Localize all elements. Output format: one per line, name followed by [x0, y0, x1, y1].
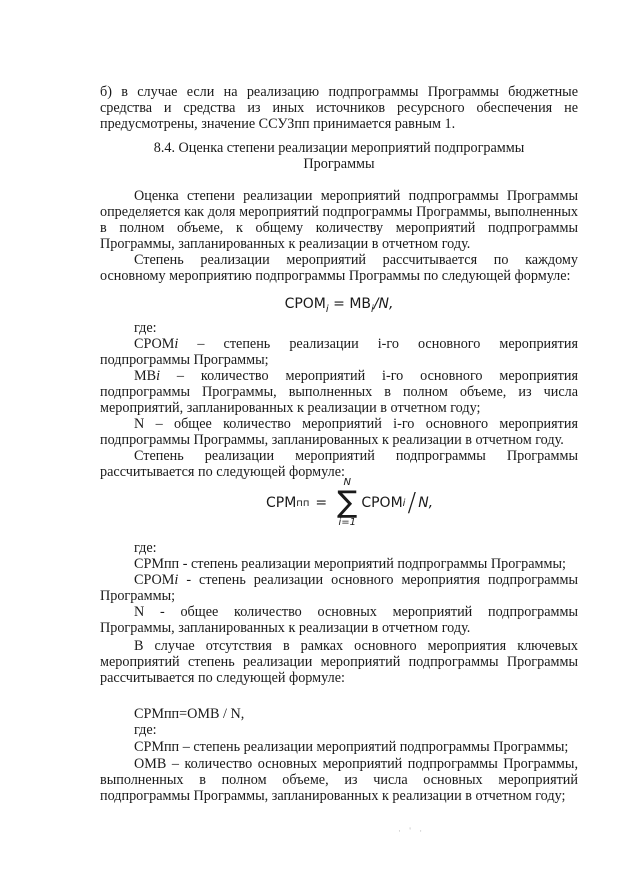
formula-srom: $СРОМ_i = МВ_i/N$,: [284, 296, 394, 315]
section-title-line2: Программы: [303, 156, 375, 172]
where-label-1: где:: [134, 320, 157, 336]
definition3-srm: СРМпп – степень реализации мероприятий подпрограммы Программы;: [134, 739, 569, 755]
section-title-line1: 8.4. Оценка степени реализации мероприятий подпрограммы: [153, 140, 525, 156]
where-label-2: где:: [134, 540, 157, 556]
definition-mv: МВi – количество мероприятий i-го основного мероприятия подпрограммы Программы, выполненных в полном объеме, из числа мероприятий, запланированных к реализации в отчетном году;: [100, 368, 578, 416]
definition-n: N – общее количество мероприятий i-го основного мероприятия подпрограммы Программы, запланированных к реализации в отчетном году.: [100, 416, 578, 448]
paragraph-b-line3: предусмотрены, значение ССУЗпп принимается равным 1.: [100, 116, 456, 132]
paragraph-b-line2: средства и средства из иных источников ресурсного обеспечения не: [100, 100, 578, 116]
definition2-srom: СРОМi - степень реализации основного мероприятия подпрограммы Программы;: [100, 572, 578, 604]
paragraph-b-line1: б) в случае если на реализацию подпрограммы Программы бюджетные: [100, 84, 578, 100]
definition2-srm: СРМпп - степень реализации мероприятий подпрограммы Программы;: [134, 556, 566, 572]
definition-srom: СРОМi – степень реализации i-го основного мероприятия подпрограммы Программы;: [100, 336, 578, 368]
where-label-3: где:: [134, 722, 157, 738]
sum-sigma: N ∑ i=1: [337, 477, 358, 528]
intro-paragraph: Оценка степени реализации мероприятий подпрограммы Программы определяется как доля мероприятий подпрограммы Программы, выполненных в полном объеме, к общему количеству мероприятий подпрограммы Программы, запланированных к реализации в отчетном году.: [100, 188, 578, 252]
srm-intro-paragraph: Степень реализации мероприятий подпрограммы Программы рассчитывается по следующей формуле:: [100, 448, 578, 480]
scan-speckle: · ' ·: [398, 826, 426, 836]
definition2-n: N - общее количество основных мероприятий подпрограммы Программы, запланированных к реализации в отчетном году.: [100, 604, 578, 636]
formula-srm-sum: СРМ пп = N ∑ i=1 СРОМ i / N,: [266, 477, 434, 528]
step-intro-paragraph: Степень реализации мероприятий рассчитывается по каждому основному мероприятию подпрограммы Программы по следующей формуле:: [100, 252, 578, 284]
absence-paragraph: В случае отсутствия в рамках основного мероприятия ключевых мероприятий степень реализации мероприятий подпрограммы Программы рассчитывается по следующей формуле:: [100, 638, 578, 686]
definition3-omv: ОМВ – количество основных мероприятий подпрограммы Программы, выполненных в полном объеме, из числа основных мероприятий подпрограммы Программы, запланированных к реализации в отчетном году;: [100, 756, 578, 804]
formula-srm-omv: СРМпп=ОМВ / N,: [134, 706, 245, 722]
